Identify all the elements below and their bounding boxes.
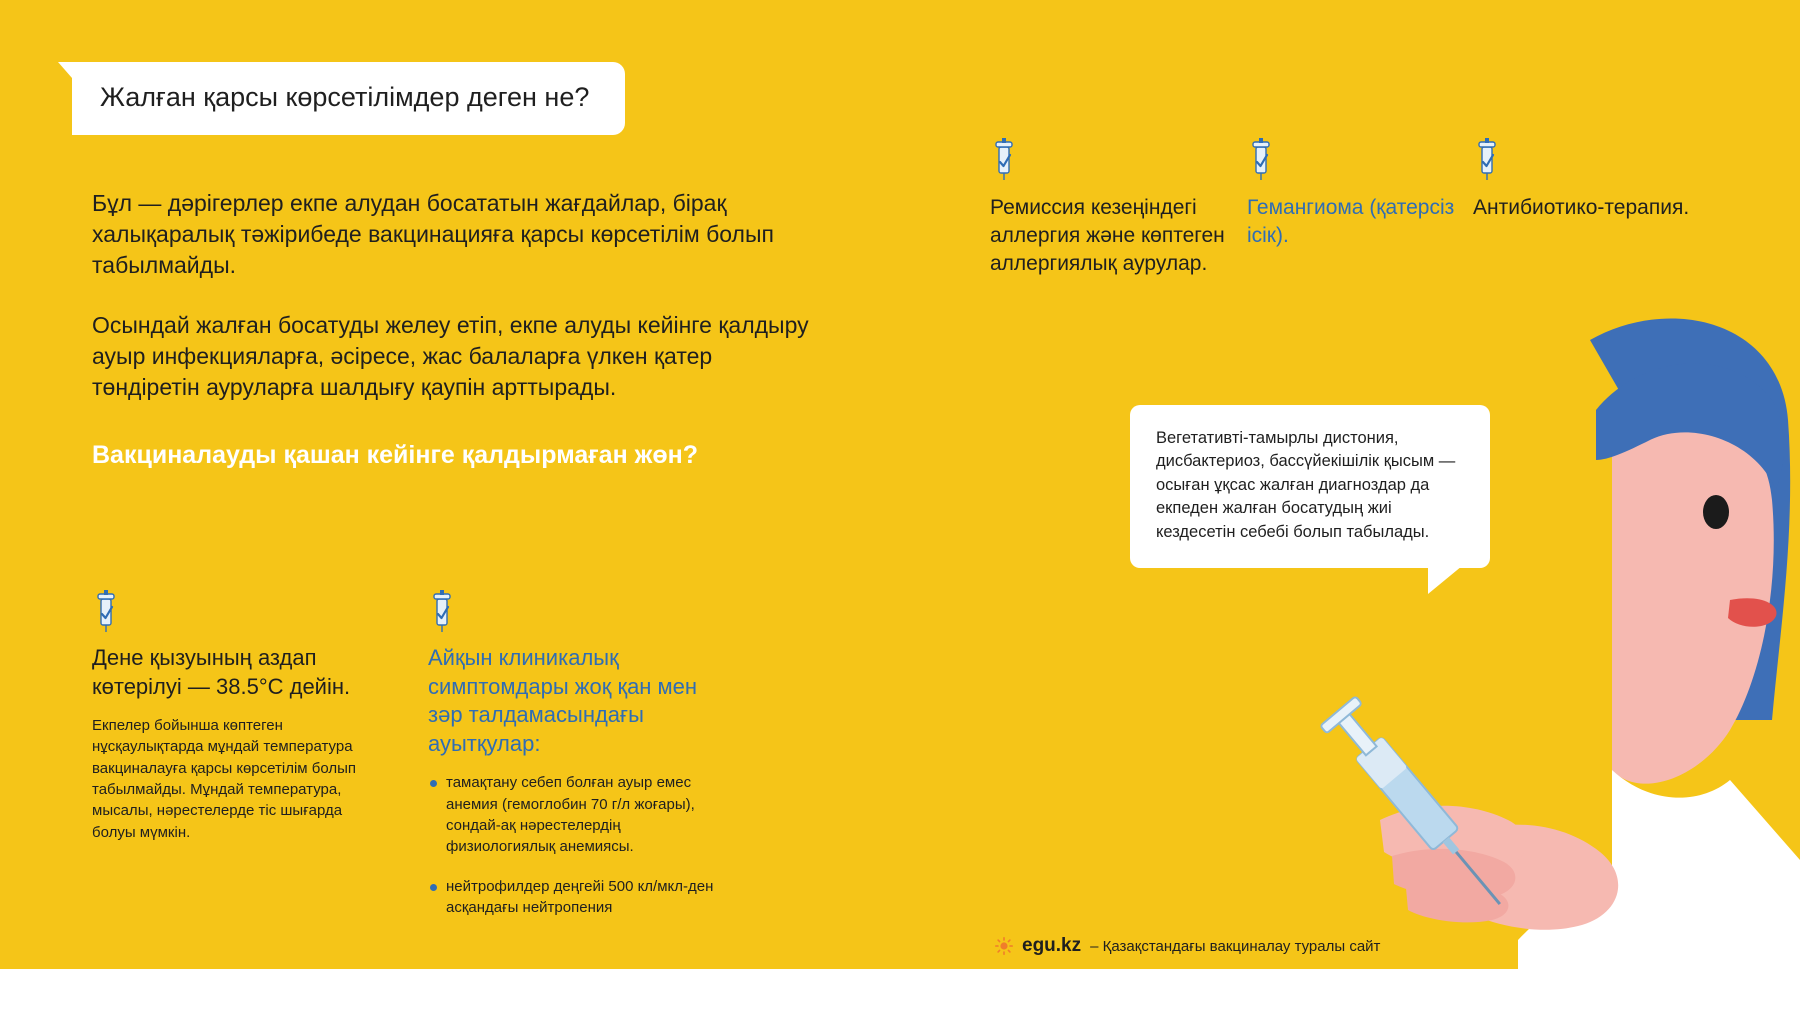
section-subheading: Вакциналауды қашан кейінге қалдырмаған жөн? [92,440,698,469]
bottom-white-strip [0,969,1800,1011]
syringe-icon [990,138,1247,180]
page-title: Жалған қарсы көрсетілімдер деген не? [100,82,590,112]
brand-name[interactable]: egu.kz [1022,935,1082,956]
sun-icon [995,937,1013,955]
right-item-hemangioma [1247,138,1473,278]
card-body-text: Екпелер бойынша көптеген нұсқаулықтарда мұндай температура вакциналауға қарсы көрсетілім болып табылмайды. Мұндай температура, мысалы, нәрестелерде тіс шығарда болуы мүмкін. [92,717,357,841]
list-item: нейтрофилдер деңгейі 500 кл/мкл-ден асқандағы нейтропения [428,876,720,919]
left-cards-row [92,590,832,936]
card-heading: Дене қызуының аздап көтерілуі — 38.5°C дейін. [92,645,351,699]
right-item-label: Гемангиома (қатерсіз ісік). [1246,196,1455,247]
card-heading: Айқын клиникалық симптомдары жоқ қан мен зәр талдамасындағы ауытқулар: [428,645,698,756]
list-item: тамақтану себеп болған ауыр емес анемия (гемоглобин 70 г/л жоғары), сондай-ақ нәрестелердің физиологиялық анемиясы. [428,772,720,857]
card-lab-deviations [428,590,720,936]
syringe-icon [1473,138,1730,180]
footer-text: – Қазақстандағы вакциналау туралы сайт [1090,937,1381,955]
note-callout [1130,405,1490,568]
left-text-column [92,188,822,480]
card-bullet-list [428,772,720,918]
note-text: Вегетативті-тамырлы дистония, дисбактериоз, бассүйекішілік қысым — осыған ұқсас жалған диагноздар да екпеден жалған босатудың жиі кездесетін себебі болып табылады. [1156,429,1456,541]
right-items-row [990,138,1730,278]
callout-tail [1428,566,1462,594]
paragraph-2: Осындай жалған босатуды желеу етіп, екпе алуды кейінге қалдыру ауыр инфекцияларға, әсіресе, жас балаларға үлкен қатер төндіретін ауруларға шалдығу қаупін арттырады. [92,312,809,401]
right-item-remission-allergy [990,138,1247,278]
card-fever [92,590,384,936]
syringe-icon [428,590,720,632]
right-item-antibiotic-therapy [1473,138,1730,278]
syringe-icon [92,590,384,632]
right-item-label: Антибиотико-терапия. [1473,196,1690,219]
callout-tail [58,62,72,78]
right-item-label: Ремиссия кезеңіндегі аллергия және көптеген аллергиялық аурулар. [990,196,1225,275]
title-callout [72,62,625,135]
syringe-icon [1247,138,1473,180]
paragraph-1: Бұл — дәрігерлер екпе алудан босататын жағдайлар, бірақ халықаралық тәжірибеде вакцинацияға қарсы көрсетілім болып табылмайды. [92,190,774,278]
footer-credit [995,935,1380,957]
